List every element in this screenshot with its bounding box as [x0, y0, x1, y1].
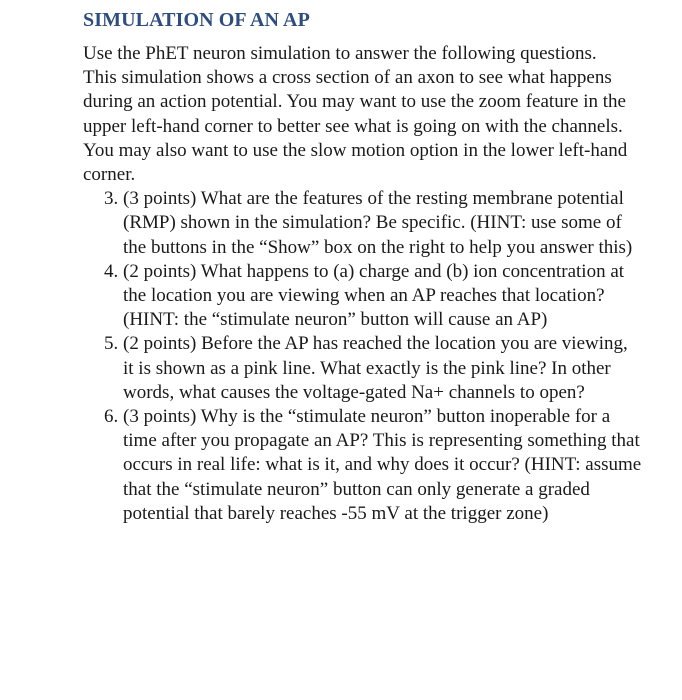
question-text: (2 points) Before the AP has reached the location you are viewing, it is shown as a pink line. What exactly is the pink line? In other words, what causes the voltage-gated Na+ channels to open? [123, 333, 628, 403]
intro-paragraph-2: This simulation shows a cross section of an axon to see what happens during an action potential. You may want to use the zoom feature in the upper left-hand corner to better see what is going on with the channels. You may also want to use the slow motion option in the lower left-hand corner. [83, 67, 628, 186]
question-number: 3. [104, 188, 119, 210]
question-text: (3 points) What are the features of the resting membrane potential (RMP) shown in the simulation? Be specific. (HINT: use some of the buttons in the “Show” box on the right to help you answer this) [123, 188, 633, 258]
page-title: SIMULATION OF AN AP [83, 9, 310, 31]
question-list [83, 187, 643, 526]
question-number: 6. [104, 406, 119, 428]
question-item-3 [83, 187, 643, 260]
intro-paragraph-1: Use the PhET neuron simulation to answer the following questions. [83, 43, 597, 64]
document-page [83, 8, 643, 526]
question-item-5 [83, 332, 643, 405]
question-item-6 [83, 405, 643, 526]
question-number: 5. [104, 333, 119, 355]
question-text: (3 points) Why is the “stimulate neuron” button inoperable for a time after you propagate an AP? This is representing something that occurs in real life: what is it, and why does it occur? (HINT: assume that the “stimulate neuron” button can only generate a graded potential that barely reaches -55 mV at the trigger zone) [123, 406, 642, 524]
question-text: (2 points) What happens to (a) charge and (b) ion concentration at the location you are viewing when an AP reaches that location? (HINT: the “stimulate neuron” button will cause an AP) [123, 260, 625, 331]
question-number: 4. [104, 260, 119, 282]
question-item-4 [83, 260, 643, 333]
